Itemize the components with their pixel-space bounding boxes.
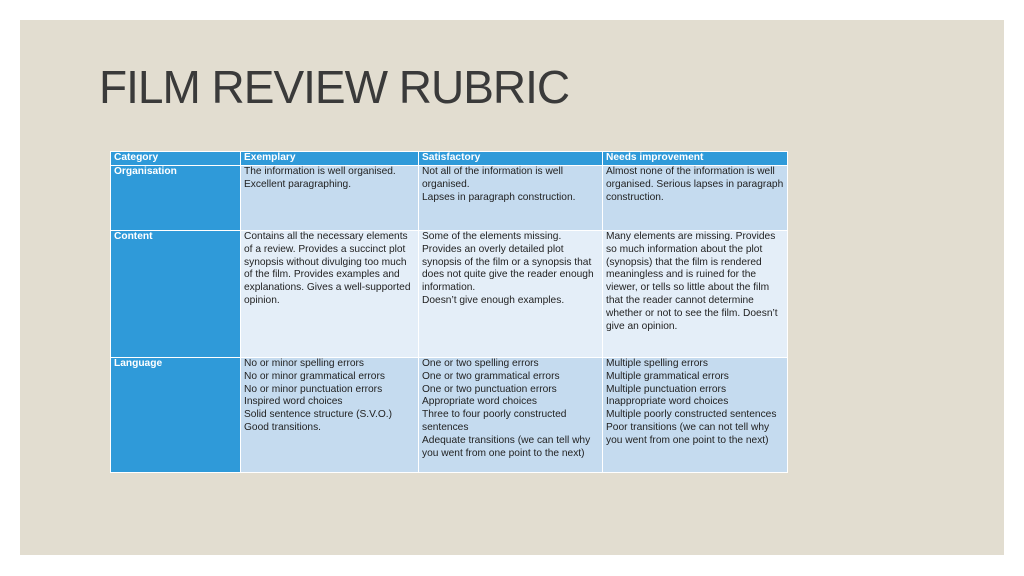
- cell-content-needs-improvement: Many elements are missing. Provides so much information about the plot (synopsis) that the film is rendered meaningless and is ruined for the viewer, or tells so little about the film that the reader cannot determine whether or not to see the film. Doesn’t give an opinion.: [603, 231, 788, 358]
- header-satisfactory: Satisfactory: [419, 152, 603, 166]
- cell-organisation-exemplary: The information is well organised. Excellent paragraphing.: [241, 166, 419, 231]
- category-organisation: Organisation: [111, 166, 241, 231]
- header-row: [111, 152, 788, 166]
- cell-organisation-needs-improvement: Almost none of the information is well organised. Serious lapses in paragraph construction.: [603, 166, 788, 231]
- cell-content-exemplary: Contains all the necessary elements of a review. Provides a succinct plot synopsis without divulging too much of the film. Provides examples and explanations. Gives a well-supported opinion.: [241, 231, 419, 358]
- table-row-organisation: [111, 166, 788, 231]
- header-exemplary: Exemplary: [241, 152, 419, 166]
- slide: [20, 20, 1004, 555]
- table-row-language: [111, 358, 788, 473]
- cell-content-satisfactory: Some of the elements missing. Provides an overly detailed plot synopsis of the film or a synopsis that does not quite give the reader enough information. Doesn’t give enough examples.: [419, 231, 603, 358]
- header-needs-improvement: Needs improvement: [603, 152, 788, 166]
- cell-organisation-satisfactory: Not all of the information is well organised. Lapses in paragraph construction.: [419, 166, 603, 231]
- category-content: Content: [111, 231, 241, 358]
- cell-language-exemplary: No or minor spelling errors No or minor grammatical errors No or minor punctuation errors Inspired word choices Solid sentence structure (S.V.O.) Good transitions.: [241, 358, 419, 473]
- cell-language-satisfactory: One or two spelling errors One or two grammatical errors One or two punctuation errors Appropriate word choices Three to four poorly constructed sentences Adequate transitions (we can tell why you went from one point to the next): [419, 358, 603, 473]
- category-language: Language: [111, 358, 241, 473]
- header-category: Category: [111, 152, 241, 166]
- cell-language-needs-improvement: Multiple spelling errors Multiple grammatical errors Multiple punctuation errors Inappropriate word choices Multiple poorly constructed sentences Poor transitions (we can not tell why you went from one point to the next): [603, 358, 788, 473]
- table-row-content: [111, 231, 788, 358]
- slide-title: FILM REVIEW RUBRIC: [99, 61, 570, 113]
- rubric-table: [110, 151, 788, 473]
